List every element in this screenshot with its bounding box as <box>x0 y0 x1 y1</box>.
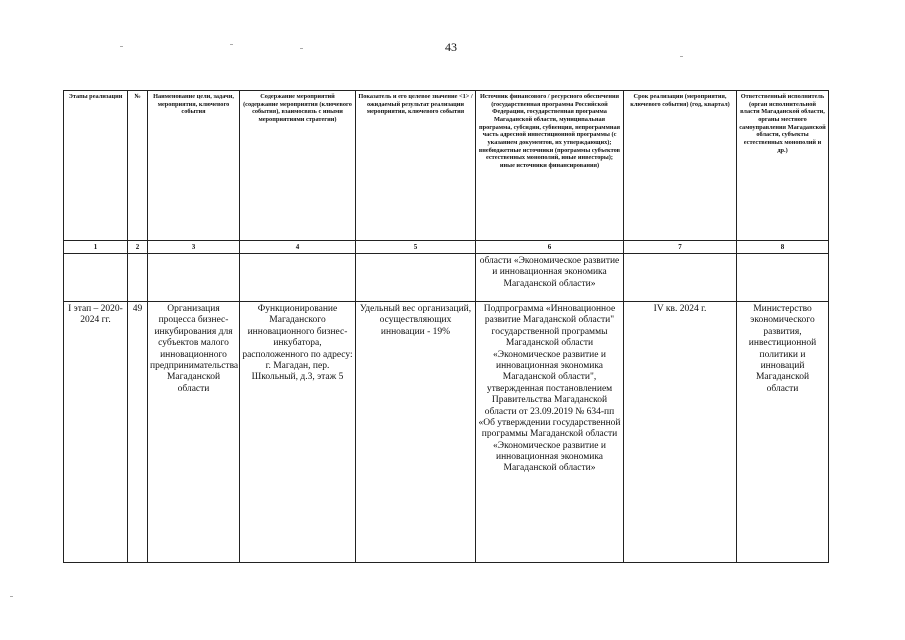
scan-speck <box>680 56 683 57</box>
content-cell: Функционирование Магаданского инновационного бизнес-инкубатора, расположенного по адресу: г. Магадан, пер. Школьный, д.3, этаж 5 <box>240 302 356 563</box>
column-number: 7 <box>624 241 737 254</box>
column-number-row <box>64 241 829 254</box>
page-number: 43 <box>445 40 457 54</box>
header-stage: Этапы реализации <box>64 91 128 241</box>
column-number: 6 <box>476 241 624 254</box>
indicator-cell: Удельный вес организаций, осуществляющих инновации - 19% <box>356 302 476 563</box>
implementation-plan-table <box>63 90 829 563</box>
scan-speck <box>10 596 13 597</box>
column-number: 3 <box>148 241 240 254</box>
header-executor: Ответственный исполнитель (орган исполнительной власти Магаданской области, органы местного самоуправления Магаданской области, субъекты естественных монополий и др.) <box>737 91 829 241</box>
term-cell: IV кв. 2024 г. <box>624 302 737 563</box>
header-indicator: Показатель и его целевое значение <1> /ожидаемый результат реализации мероприятия, ключевого события <box>356 91 476 241</box>
source-cell: Подпрограмма «Инновационное развитие Магаданской области" государственной программы Магаданской области «Экономическое развитие и инновационная экономика Магаданской области", утвержденная постановлением Правительства Магаданской области от 23.09.2019 № 634-пп «Об утверждении государственной программы Магаданской области «Экономическое развитие и инновационная экономика Магаданской области» <box>476 302 624 563</box>
table-row <box>64 302 829 563</box>
header-number: № <box>128 91 148 241</box>
table-cell <box>148 254 240 302</box>
continuation-source-cell: области «Экономическое развитие и инновационная экономика Магаданской области» <box>476 254 624 302</box>
header-term: Срок реализации (мероприятия, ключевого события) (год, квартал) <box>624 91 737 241</box>
header-name: Наименование цели, задачи, мероприятия, ключевого события <box>148 91 240 241</box>
scan-speck <box>300 48 303 49</box>
table-cell <box>64 254 128 302</box>
header-source: Источник финансового / ресурсного обеспечения (государственная программа Российской Федерации, государственная программа Магаданской области, муниципальная программа, субсидии, субвенция, непрограммная часть адресной инвестиционной программы (с указанием документов, их утверждающих); внебюджетные источники (программы субъектов естественных монополий, иные инвесторы); иные источники финансирования) <box>476 91 624 241</box>
executor-cell: Министерство экономического развития, инвестиционной политики и инноваций Магаданской области <box>737 302 829 563</box>
column-number: 2 <box>128 241 148 254</box>
header-content: Содержание мероприятий (содержание мероприятия (ключевого события), взаимосвязь с иными мероприятиями стратегии) <box>240 91 356 241</box>
column-number: 5 <box>356 241 476 254</box>
table-cell <box>624 254 737 302</box>
continuation-row <box>64 254 829 302</box>
table-cell <box>240 254 356 302</box>
scan-speck <box>120 46 123 47</box>
stage-cell: I этап – 2020-2024 гг. <box>64 302 128 563</box>
name-cell: Организация процесса бизнес-инкубирования для субъектов малого инновационного предпринимательства Магаданской области <box>148 302 240 563</box>
scan-speck <box>230 44 233 45</box>
column-number: 8 <box>737 241 829 254</box>
table-cell <box>356 254 476 302</box>
table-cell <box>737 254 829 302</box>
number-cell: 49 <box>128 302 148 563</box>
table-cell <box>128 254 148 302</box>
table-header-row <box>64 91 829 241</box>
column-number: 1 <box>64 241 128 254</box>
column-number: 4 <box>240 241 356 254</box>
